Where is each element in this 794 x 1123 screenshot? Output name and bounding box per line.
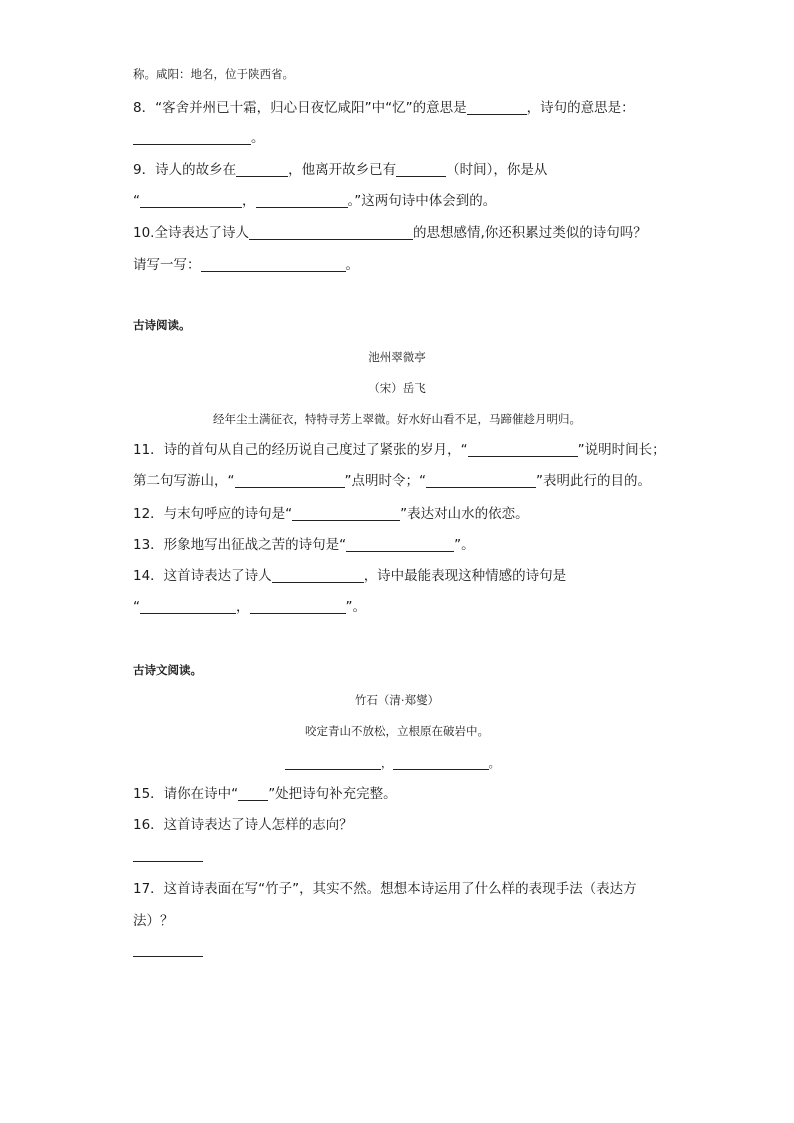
q9-blank-4[interactable]	[256, 193, 348, 208]
question-8-line2	[133, 128, 265, 148]
poem2-line2-blanks	[285, 753, 500, 773]
q8-end: 。	[251, 130, 265, 146]
q14-open-quote: “	[133, 599, 140, 615]
poem-author: （宋）岳飞	[368, 381, 426, 395]
q15-blank-marker	[238, 786, 268, 801]
q9-comma: ，	[242, 193, 256, 209]
q12-text-2: ”表达对山水的依恋。	[400, 506, 529, 522]
q11-blank-2[interactable]	[235, 473, 345, 488]
question-14-line2	[133, 597, 366, 617]
q9-open-quote: “	[133, 193, 140, 209]
q8-blank-1[interactable]	[467, 100, 527, 115]
section-heading-classical-reading: 古诗文阅读。	[133, 663, 202, 677]
q9-text-2: ，他离开故乡已有	[288, 162, 397, 178]
q11-blank-1[interactable]	[468, 442, 578, 457]
q14-text-2: ，诗中最能表现这种情感的诗句是	[363, 568, 567, 584]
poem2-line1: 咬定青山不放松，立根原在破岩中。	[305, 724, 489, 738]
poem2-period: 。	[488, 756, 500, 770]
poem2-comma: ，	[381, 756, 393, 770]
q14-blank-1[interactable]	[272, 568, 364, 583]
q12-text-1: 12．与末句呼应的诗句是“	[133, 506, 293, 522]
q14-blank-2[interactable]	[140, 599, 236, 614]
question-9-line2	[133, 191, 496, 211]
q11-blank-3[interactable]	[426, 473, 536, 488]
q9-text-1: 9．诗人的故乡在	[133, 162, 237, 178]
q14-text-1: 14．这首诗表达了诗人	[133, 568, 272, 584]
q14-blank-3[interactable]	[250, 599, 346, 614]
q13-text-2: ”。	[454, 537, 475, 553]
question-11	[133, 440, 666, 460]
q11-text-2: ”说明时间长；	[577, 442, 666, 458]
poem2-title: 竹石（清·郑燮）	[354, 693, 440, 707]
q9-text-4: 。”这两句诗中体会到的。	[347, 193, 497, 209]
q10-blank-1[interactable]	[249, 225, 413, 240]
q11-text-5: ”表明此行的目的。	[536, 473, 651, 489]
q13-text-1: 13．形象地写出征战之苦的诗句是“	[133, 537, 347, 553]
question-8	[133, 98, 635, 118]
q11-text-3: 第二句写游山，“	[133, 473, 235, 489]
question-11-line2	[133, 471, 651, 491]
question-17-line2: 法）？	[133, 913, 174, 929]
q10-text-4: 。	[345, 257, 359, 273]
question-12	[133, 504, 529, 524]
question-15	[133, 784, 397, 804]
q17-answer-line[interactable]	[133, 956, 203, 957]
q14-comma: ，	[236, 599, 250, 615]
q15-text-1: 15．请你在诗中“	[133, 786, 239, 802]
poem2-blank-1[interactable]	[285, 755, 381, 770]
q10-text-2: 的思想感情,你还积累过类似的诗句吗？	[412, 225, 647, 241]
q14-close: ”。	[345, 599, 366, 615]
poem-title: 池州翠微亭	[368, 350, 426, 364]
q9-blank-1[interactable]	[236, 162, 288, 177]
q11-text-1: 11．诗的首句从自己的经历说自己度过了紧张的岁月，“	[133, 442, 468, 458]
q12-blank[interactable]	[292, 506, 400, 521]
q9-blank-2[interactable]	[396, 162, 446, 177]
question-16: 16．这首诗表达了诗人怎样的志向？	[133, 817, 353, 833]
q11-text-4: ”点明时令；“	[344, 473, 426, 489]
q15-text-2: ”处把诗句补充完整。	[268, 786, 397, 802]
q8-text-2: ，诗句的意思是：	[526, 100, 635, 116]
poem2-blank-2[interactable]	[393, 755, 489, 770]
poem-text: 经年尘土满征衣，特特寻芳上翠微。好水好山看不足，马蹄催趁月明归。	[213, 412, 581, 426]
question-10	[133, 223, 647, 243]
question-13	[133, 535, 475, 555]
question-17: 17．这首诗表面在写“竹子”，其实不然。想想本诗运用了什么样的表现手法（表达方	[133, 881, 637, 897]
q10-text-3: 请写一写：	[133, 257, 201, 273]
question-10-line2	[133, 255, 359, 275]
question-9	[133, 160, 547, 180]
q10-text-1: 10.全诗表达了诗人	[133, 225, 249, 241]
q9-text-3: （时间），你是从	[446, 162, 548, 178]
q9-blank-3[interactable]	[140, 193, 242, 208]
q16-answer-line[interactable]	[133, 861, 203, 862]
top-note: 称。咸阳：地名，位于陕西省。	[133, 67, 294, 81]
question-14	[133, 566, 566, 586]
q8-blank-2[interactable]	[133, 130, 251, 145]
q10-blank-2[interactable]	[201, 257, 346, 272]
q8-text-1: 8．“客舍并州已十霜，归心日夜忆咸阳”中“忆”的意思是	[133, 100, 467, 116]
q13-blank[interactable]	[346, 537, 454, 552]
section-heading-poem-reading: 古诗阅读。	[133, 318, 191, 332]
